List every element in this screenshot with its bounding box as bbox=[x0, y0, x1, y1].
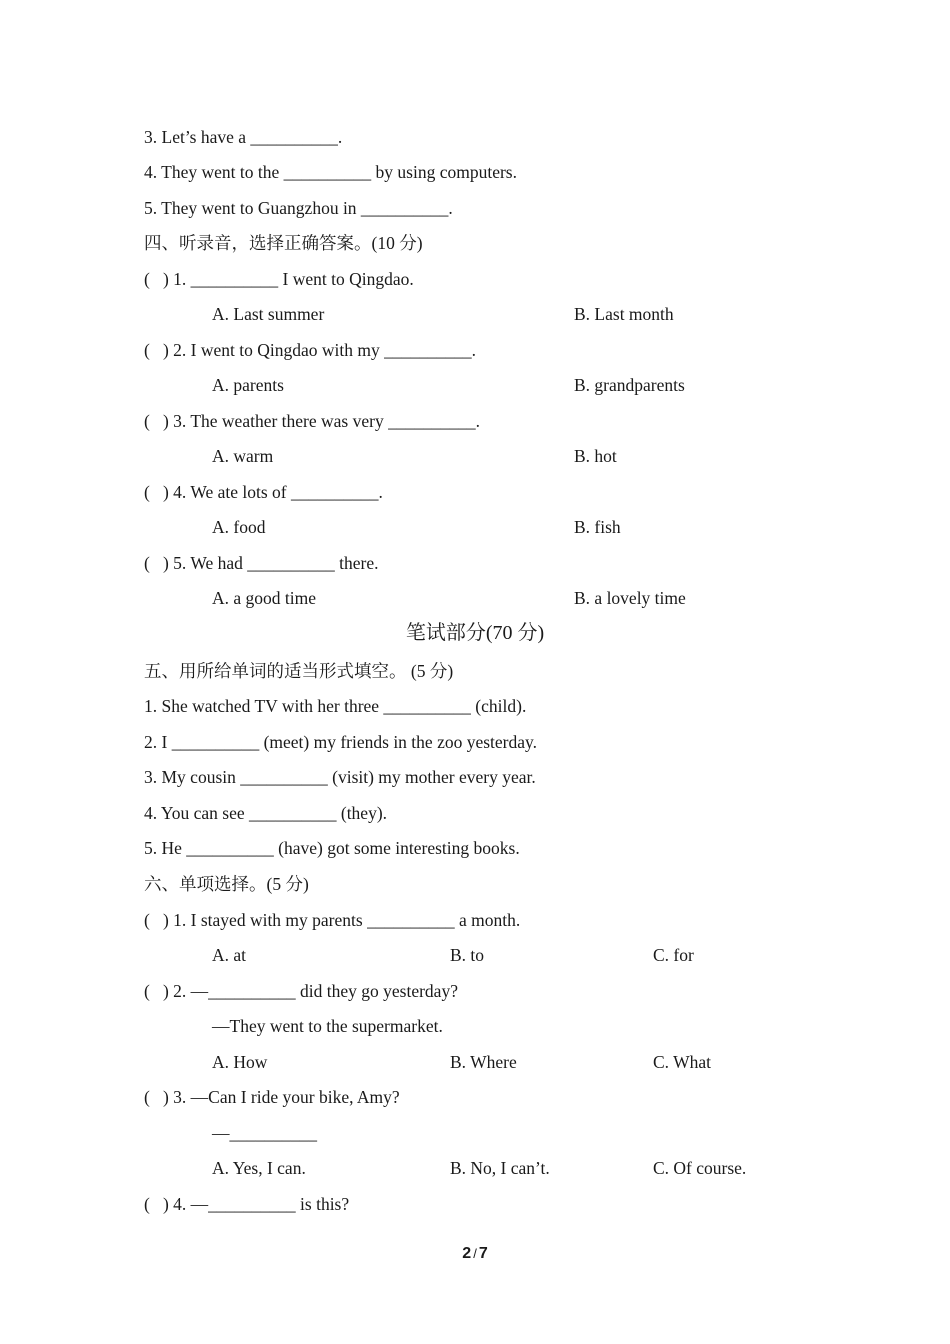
s6-q3-option-c: C. Of course. bbox=[653, 1158, 747, 1178]
s4-q4-option-a: A. food bbox=[212, 517, 266, 537]
s6-question-3: ( ) 3. —Can I ride your bike, Amy? bbox=[144, 1087, 400, 1107]
s5-item-4: 4. You can see __________ (they). bbox=[144, 803, 388, 823]
written-part-title: 笔试部分(70 分) bbox=[405, 622, 545, 644]
s4-q2-option-b: B. grandparents bbox=[574, 375, 685, 395]
s6-q2-option-c: C. What bbox=[653, 1052, 712, 1072]
s4-question-1: ( ) 1. __________ I went to Qingdao. bbox=[144, 269, 414, 289]
s6-q2-reply: —They went to the supermarket. bbox=[212, 1016, 443, 1036]
page-current: 2 bbox=[462, 1245, 472, 1262]
s4-question-3: ( ) 3. The weather there was very __________. bbox=[144, 411, 480, 431]
section5-heading: 五、用所给单词的适当形式填空。 (5 分) bbox=[144, 661, 454, 681]
s4-q3-option-a: A. warm bbox=[212, 446, 274, 466]
s4-q5-option-b: B. a lovely time bbox=[574, 588, 686, 608]
page-total: 7 bbox=[478, 1245, 488, 1262]
s5-item-1: 1. She watched TV with her three __________ (child). bbox=[144, 696, 527, 716]
s6-question-4: ( ) 4. —__________ is this? bbox=[144, 1194, 350, 1214]
page-separator: / bbox=[473, 1246, 477, 1261]
s4-question-4: ( ) 4. We ate lots of __________. bbox=[144, 482, 383, 502]
s5-item-2: 2. I __________ (meet) my friends in the zoo yesterday. bbox=[144, 732, 537, 752]
section4-heading: 四、听录音，选择正确答案。(10 分) bbox=[144, 233, 423, 253]
s6-q3-option-a: A. Yes, I can. bbox=[212, 1158, 306, 1178]
page-number bbox=[0, 1242, 950, 1266]
fill-item-4: 4. They went to the __________ by using computers. bbox=[144, 162, 517, 182]
s4-q4-option-b: B. fish bbox=[574, 517, 621, 537]
s6-q2-option-a: A. How bbox=[212, 1052, 268, 1072]
s4-q1-option-a: A. Last summer bbox=[212, 304, 325, 324]
section6-heading: 六、单项选择。(5 分) bbox=[144, 874, 309, 894]
s5-item-5: 5. He __________ (have) got some interesting books. bbox=[144, 838, 520, 858]
s6-q3-option-b: B. No, I can’t. bbox=[450, 1158, 550, 1178]
s6-q1-option-b: B. to bbox=[450, 945, 485, 965]
s5-item-3: 3. My cousin __________ (visit) my mother every year. bbox=[144, 767, 536, 787]
s4-q5-option-a: A. a good time bbox=[212, 588, 317, 608]
s4-question-2: ( ) 2. I went to Qingdao with my __________. bbox=[144, 340, 476, 360]
s6-question-2: ( ) 2. —__________ did they go yesterday? bbox=[144, 981, 458, 1001]
s6-question-1: ( ) 1. I stayed with my parents __________ a month. bbox=[144, 910, 521, 930]
s4-q3-option-b: B. hot bbox=[574, 446, 617, 466]
s4-question-5: ( ) 5. We had __________ there. bbox=[144, 553, 379, 573]
s4-q1-option-b: B. Last month bbox=[574, 304, 674, 324]
s6-q1-option-c: C. for bbox=[653, 945, 694, 965]
s6-q3-reply: —__________ bbox=[212, 1123, 317, 1143]
fill-item-3: 3. Let’s have a __________. bbox=[144, 127, 343, 147]
s6-q1-option-a: A. at bbox=[212, 945, 247, 965]
s6-q2-option-b: B. Where bbox=[450, 1052, 517, 1072]
s4-q2-option-a: A. parents bbox=[212, 375, 284, 395]
fill-item-5: 5. They went to Guangzhou in __________. bbox=[144, 198, 453, 218]
